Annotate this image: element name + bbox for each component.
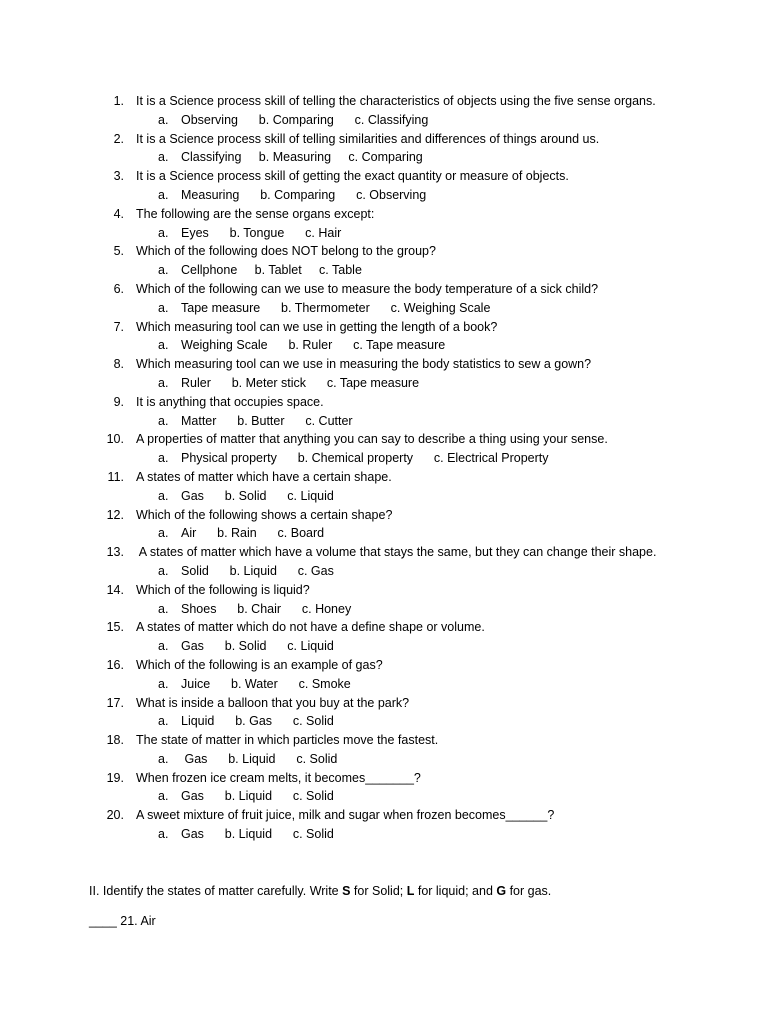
choices-text: Measuring b. Comparing c. Observing (181, 187, 427, 202)
question-number: 5. (113, 244, 124, 259)
question-item (0, 694, 768, 732)
question-number: 17. (106, 695, 124, 710)
question-number: 14. (106, 582, 124, 597)
choice-letter: a. (158, 639, 169, 654)
question-item (0, 581, 768, 619)
choice-letter: a. (158, 187, 169, 202)
choices-text: Ruler b. Meter stick c. Tape measure (181, 375, 420, 390)
choice-letter: a. (158, 413, 169, 428)
question-number: 9. (113, 394, 124, 409)
choice-letter: a. (158, 714, 169, 729)
choices-line (0, 825, 768, 844)
choices-text: Cellphone b. Tablet c. Table (181, 263, 362, 278)
choices-text: Eyes b. Tongue c. Hair (181, 225, 342, 240)
question-text: It is a Science process skill of telling similarities and differences of things around us. (136, 131, 600, 146)
question-text: Which measuring tool can we use in measuring the body statistics to sew a gown? (136, 357, 592, 372)
choices-line (0, 712, 768, 731)
question-number: 16. (106, 657, 124, 672)
choices-text: Observing b. Comparing c. Classifying (181, 112, 429, 127)
choice-letter: a. (158, 526, 169, 541)
question-line (0, 242, 768, 261)
question-text: A properties of matter that anything you can say to describe a thing using your sense. (136, 432, 608, 447)
question-line (0, 130, 768, 149)
question-item (0, 468, 768, 506)
question-line (0, 769, 768, 788)
question-line (0, 205, 768, 224)
item-21: ____ 21. Air (89, 914, 156, 928)
choices-line (0, 374, 768, 393)
choices-text: Weighing Scale b. Ruler c. Tape measure (181, 338, 446, 353)
choices-text: Matter b. Butter c. Cutter (181, 413, 353, 428)
choices-line (0, 111, 768, 130)
question-line (0, 581, 768, 600)
question-text: A states of matter which have a certain shape. (136, 469, 392, 484)
question-number: 11. (107, 469, 124, 484)
question-number: 1. (113, 94, 124, 108)
question-item (0, 543, 768, 581)
choices-text: Gas b. Solid c. Liquid (181, 639, 334, 654)
question-item (0, 280, 768, 318)
choice-letter: a. (158, 150, 169, 165)
choice-letter: a. (158, 789, 169, 804)
question-line (0, 355, 768, 374)
question-text: It is a Science process skill of getting the exact quantity or measure of objects. (136, 169, 569, 184)
question-line (0, 167, 768, 186)
choice-letter: a. (158, 225, 169, 240)
choices-line (0, 562, 768, 581)
gas-code: G (496, 884, 507, 898)
question-text: Which measuring tool can we use in getting the length of a book? (136, 319, 498, 334)
question-text: Which of the following is an example of gas? (136, 657, 383, 672)
choices-line (0, 336, 768, 355)
question-line (0, 731, 768, 750)
choices-line (0, 675, 768, 694)
choices-line (0, 487, 768, 506)
question-text: When frozen ice cream melts, it becomes_______? (136, 770, 421, 785)
question-item (0, 731, 768, 769)
question-text: The following are the sense organs except: (136, 206, 375, 221)
question-item (0, 318, 768, 356)
solid-code: S (342, 884, 351, 898)
choices-line (0, 524, 768, 543)
question-line (0, 280, 768, 299)
choices-text: Liquid b. Gas c. Solid (181, 714, 334, 729)
choices-text: Physical property b. Chemical property c. Electrical Property (181, 451, 549, 466)
question-text: A states of matter which have a volume that stays the same, but they can change their shape. (136, 545, 657, 560)
choices-text: Juice b. Water c. Smoke (181, 676, 351, 691)
choices-line (0, 787, 768, 806)
question-line (0, 656, 768, 675)
question-line (0, 506, 768, 525)
solid-label: for Solid; (350, 884, 407, 898)
choices-line (0, 637, 768, 656)
question-text: It is anything that occupies space. (136, 394, 324, 409)
question-number: 6. (113, 281, 124, 296)
question-number: 15. (106, 620, 124, 635)
question-text: A states of matter which do not have a define shape or volume. (136, 620, 485, 635)
question-text: Which of the following shows a certain shape? (136, 507, 393, 522)
question-number: 2. (113, 131, 124, 146)
choice-letter: a. (158, 300, 169, 315)
choices-text: Shoes b. Chair c. Honey (181, 601, 352, 616)
liquid-code: L (406, 884, 415, 898)
question-item (0, 769, 768, 807)
choice-letter: a. (158, 601, 169, 616)
question-item (0, 167, 768, 205)
question-line (0, 92, 768, 111)
choice-letter: a. (158, 263, 169, 278)
choice-letter: a. (158, 827, 169, 842)
question-text: Which of the following can we use to measure the body temperature of a sick child? (136, 281, 599, 296)
question-line (0, 806, 768, 825)
choice-letter: a. (158, 338, 169, 353)
question-number: 7. (113, 319, 124, 334)
question-line (0, 543, 768, 562)
choices-text: Gas b. Solid c. Liquid (181, 488, 334, 503)
choice-letter: a. (158, 375, 169, 390)
question-number: 19. (106, 770, 124, 785)
question-list (0, 92, 768, 844)
question-text: Which of the following is liquid? (136, 582, 310, 597)
choices-text: Gas b. Liquid c. Solid (181, 789, 334, 804)
question-item (0, 355, 768, 393)
question-number: 4. (113, 206, 124, 221)
question-number: 13. (106, 545, 124, 560)
choices-text: Tape measure b. Thermometer c. Weighing Scale (181, 300, 491, 315)
question-text: What is inside a balloon that you buy at the park? (136, 695, 410, 710)
question-item (0, 618, 768, 656)
choice-letter: a. (158, 676, 169, 691)
choices-text: Classifying b. Measuring c. Comparing (181, 150, 423, 165)
liquid-label: for liquid; and (414, 884, 497, 898)
question-number: 18. (106, 733, 124, 748)
choice-letter: a. (158, 451, 169, 466)
question-item (0, 506, 768, 544)
section-2-prefix: II. Identify the states of matter carefully. Write (89, 884, 343, 898)
choices-line (0, 600, 768, 619)
choice-letter: a. (158, 488, 169, 503)
question-text: The state of matter in which particles move the fastest. (136, 733, 439, 748)
question-line (0, 618, 768, 637)
question-line (0, 694, 768, 713)
question-text: It is a Science process skill of telling the characteristics of objects using the five sense organs. (136, 94, 656, 108)
choices-line (0, 412, 768, 431)
choices-line (0, 261, 768, 280)
question-number: 10. (106, 432, 124, 447)
question-number: 12. (106, 507, 124, 522)
choices-text: Gas b. Liquid c. Solid (181, 827, 334, 842)
choices-text: Solid b. Liquid c. Gas (181, 563, 334, 578)
question-item (0, 205, 768, 243)
question-number: 3. (113, 169, 124, 184)
choice-letter: a. (158, 563, 169, 578)
gas-label: for gas. (506, 884, 552, 898)
question-item (0, 393, 768, 431)
question-text: A sweet mixture of fruit juice, milk and sugar when frozen becomes______? (136, 808, 555, 823)
choices-line (0, 299, 768, 318)
question-number: 8. (113, 357, 124, 372)
choices-line (0, 750, 768, 769)
question-line (0, 318, 768, 337)
question-line (0, 393, 768, 412)
choices-text: Gas b. Liquid c. Solid (181, 751, 338, 766)
section-2-instructions (89, 882, 551, 900)
choices-line (0, 186, 768, 205)
question-item (0, 130, 768, 168)
choice-letter: a. (158, 751, 169, 766)
question-item (0, 430, 768, 468)
choice-letter: a. (158, 112, 169, 127)
choices-line (0, 148, 768, 167)
choices-line (0, 449, 768, 468)
choices-line (0, 224, 768, 243)
question-line (0, 468, 768, 487)
question-item (0, 806, 768, 844)
choices-text: Air b. Rain c. Board (181, 526, 325, 541)
question-line (0, 430, 768, 449)
question-item (0, 656, 768, 694)
question-item (0, 92, 768, 130)
question-text: Which of the following does NOT belong to the group? (136, 244, 436, 259)
question-number: 20. (106, 808, 124, 823)
question-item (0, 242, 768, 280)
